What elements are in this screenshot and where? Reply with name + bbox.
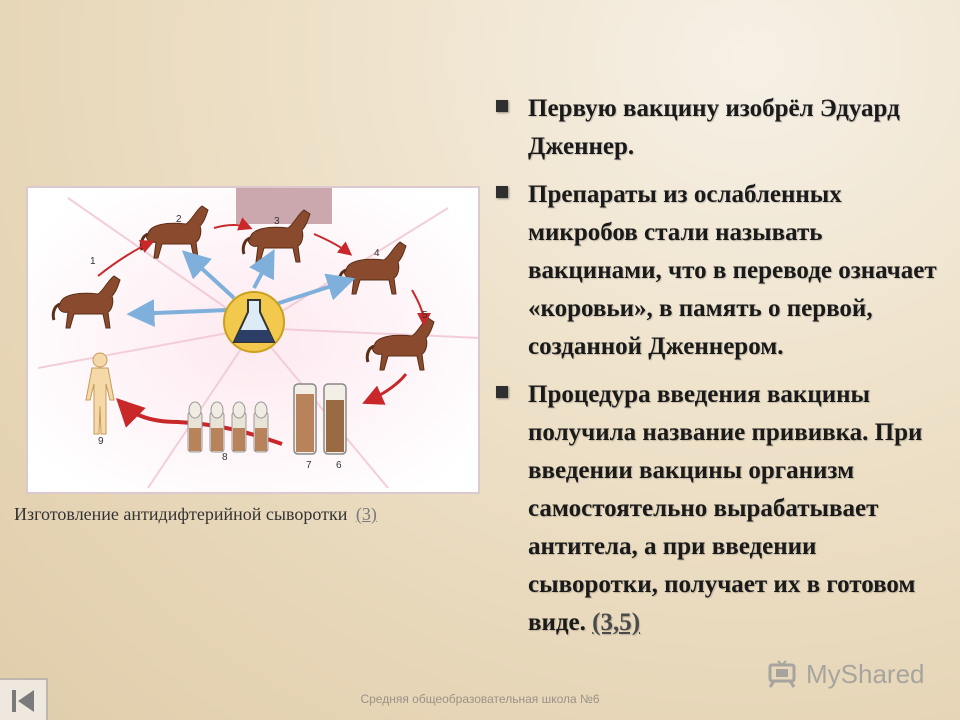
- diagram-label: 4: [374, 248, 380, 259]
- flask-icon: [224, 292, 284, 352]
- first-slide-button[interactable]: [0, 678, 48, 720]
- diagram-label: 8: [222, 452, 228, 463]
- diagram-label: 9: [98, 436, 104, 447]
- serum-production-diagram: [26, 186, 480, 494]
- bullet-item: [494, 176, 944, 366]
- square-bullet-icon: [496, 186, 508, 198]
- diagram-label: 7: [306, 460, 312, 471]
- figure-caption: [14, 504, 377, 525]
- bullet-text: Первую вакцину изобрёл Эдуард Дженнер.: [528, 95, 900, 160]
- diagram-label: 6: [336, 460, 342, 471]
- bullet-list: [494, 90, 944, 652]
- diagram-label: 5: [422, 310, 428, 321]
- bullet-item: [494, 376, 944, 642]
- myshared-logo-icon: [766, 659, 800, 689]
- watermark-text: MyShared: [806, 658, 925, 689]
- bullet-item: [494, 90, 944, 166]
- square-bullet-icon: [496, 386, 508, 398]
- myshared-watermark: [766, 656, 925, 692]
- diagram-label: 1: [90, 256, 96, 267]
- bullet-reference-link[interactable]: (3,5): [592, 609, 641, 636]
- first-slide-icon: [12, 690, 16, 712]
- diagram-label: 3: [274, 216, 280, 227]
- square-bullet-icon: [496, 100, 508, 112]
- caption-reference-link[interactable]: (3): [355, 504, 377, 524]
- caption-text: Изготовление антидифтерийной сыворотки: [14, 504, 348, 524]
- bullet-text: Процедура введения вакцины получила название прививка. При введении вакцины организм самостоятельно вырабатывает антитела, а при введении сыворотки, получает их в готовом виде.: [528, 381, 923, 636]
- diagram-label: 2: [176, 214, 182, 225]
- bullet-text: Препараты из ослабленных микробов стали называть вакцинами, что в переводе означает «коровьи», в память о первой, созданной Дженнером.: [528, 181, 937, 360]
- slide-footer: Средняя общеобразовательная школа №6: [360, 692, 600, 706]
